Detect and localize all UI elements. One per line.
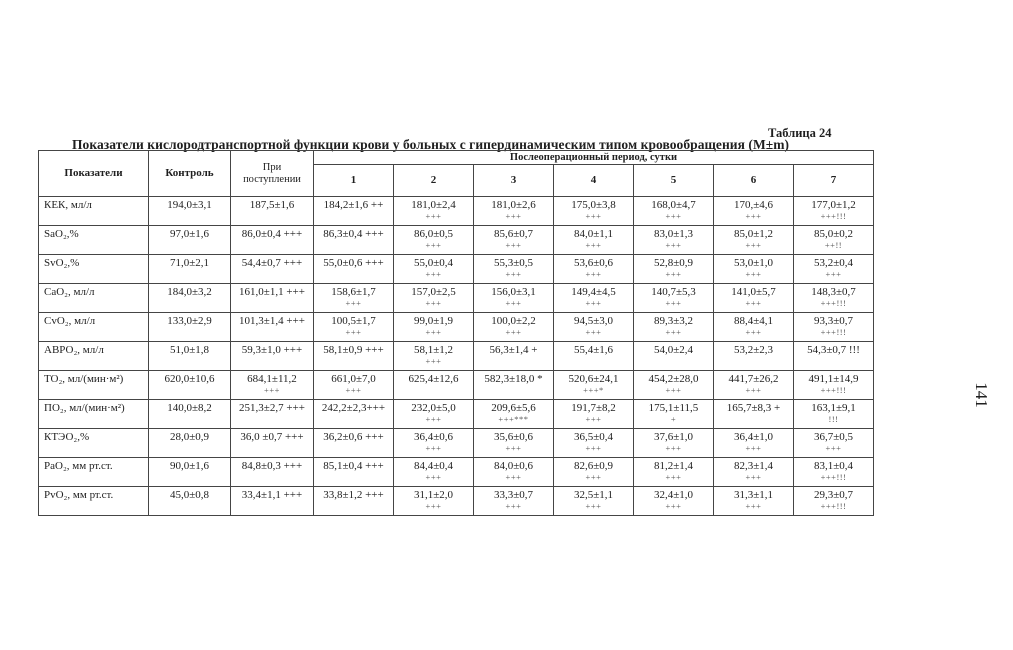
indicator-name: АВРО₂, мл/л — [39, 342, 149, 371]
table-cell — [554, 400, 634, 429]
table-cell — [231, 371, 314, 400]
table-cell — [149, 197, 231, 226]
table-cell — [714, 226, 794, 255]
table-cell — [314, 255, 394, 284]
cell-value: 161,0±1,1 +++ — [239, 286, 305, 298]
table-cell — [149, 400, 231, 429]
cell-significance: +++ — [345, 384, 362, 395]
header-day-3: 3 — [474, 165, 554, 197]
cell-value: 85,0±1,2 — [733, 228, 774, 240]
cell-significance: +++ — [745, 442, 762, 453]
cell-value: 84,8±0,3 +++ — [241, 460, 303, 472]
table-cell — [794, 284, 874, 313]
indicator-name: SvO₂,% — [39, 255, 149, 284]
header-day-7: 7 — [794, 165, 874, 197]
header-day-2: 2 — [394, 165, 474, 197]
cell-significance: +++*** — [498, 413, 529, 424]
cell-significance: +++!!! — [820, 471, 847, 482]
table-cell — [554, 342, 634, 371]
table-cell — [394, 400, 474, 429]
table-cell — [794, 197, 874, 226]
table-cell — [634, 400, 714, 429]
table-cell — [314, 284, 394, 313]
table-row — [39, 371, 874, 400]
table-cell — [794, 400, 874, 429]
cell-value: 441,7±26,2 — [728, 373, 779, 385]
cell-value: 59,3±1,0 +++ — [241, 344, 303, 356]
indicator-name: TO₂, мл/(мин·м²) — [39, 371, 149, 400]
cell-value: 684,1±11,2 — [247, 373, 297, 385]
table-cell — [794, 226, 874, 255]
cell-significance: +++!!! — [820, 500, 847, 511]
table-cell — [794, 255, 874, 284]
cell-significance: +++ — [505, 442, 522, 453]
cell-significance: +++ — [505, 239, 522, 250]
table-cell — [394, 429, 474, 458]
table-cell — [554, 197, 634, 226]
table-cell — [554, 226, 634, 255]
table-row — [39, 226, 874, 255]
cell-value: 242,2±2,3+++ — [321, 402, 386, 414]
cell-significance: +++ — [425, 268, 442, 279]
table-cell — [314, 487, 394, 516]
table-cell — [149, 458, 231, 487]
cell-value: 89,3±3,2 — [653, 315, 694, 327]
table-cell — [149, 284, 231, 313]
cell-significance: +++ — [745, 326, 762, 337]
cell-significance: +++ — [425, 297, 442, 308]
table-cell — [394, 255, 474, 284]
table-cell — [394, 342, 474, 371]
cell-value: 93,3±0,7 — [813, 315, 854, 327]
cell-value: 148,3±0,7 — [811, 286, 856, 298]
table-cell — [554, 429, 634, 458]
cell-value: 85,6±0,7 — [493, 228, 534, 240]
cell-value: 33,8±1,2 +++ — [323, 489, 384, 501]
cell-value: 520,6±24,1 — [568, 373, 619, 385]
cell-significance: + — [670, 413, 677, 424]
table-cell — [634, 487, 714, 516]
cell-value: 53,0±1,0 — [733, 257, 774, 269]
cell-significance: +++ — [665, 500, 682, 511]
cell-value: 37,6±1,0 — [653, 431, 694, 443]
table-cell — [474, 429, 554, 458]
cell-value: 83,0±1,3 — [653, 228, 694, 240]
cell-significance: +++!!! — [820, 210, 847, 221]
cell-significance: +++ — [505, 268, 522, 279]
indicator-name: КТЭО₂,% — [39, 429, 149, 458]
table-cell — [231, 226, 314, 255]
cell-value: 625,4±12,6 — [408, 373, 459, 385]
cell-significance: +++ — [745, 268, 762, 279]
cell-significance: +++ — [585, 413, 602, 424]
header-indicator: Показатели — [39, 151, 149, 197]
cell-value: 86,3±0,4 +++ — [323, 228, 384, 240]
table-cell — [714, 487, 794, 516]
table-cell — [794, 313, 874, 342]
cell-value: 181,0±2,4 — [411, 199, 456, 211]
cell-significance: +++ — [425, 442, 442, 453]
table-row — [39, 400, 874, 429]
cell-significance: +++ — [665, 297, 682, 308]
header-day-6: 6 — [714, 165, 794, 197]
cell-significance: +++ — [665, 239, 682, 250]
cell-value: 36,2±0,6 +++ — [323, 431, 384, 443]
table-cell — [231, 342, 314, 371]
table-row — [39, 255, 874, 284]
cell-value: 181,0±2,6 — [491, 199, 536, 211]
cell-value: 156,0±3,1 — [491, 286, 536, 298]
cell-significance: +++ — [745, 297, 762, 308]
cell-value: 491,1±14,9 — [808, 373, 859, 385]
table-cell — [634, 313, 714, 342]
table-cell — [231, 284, 314, 313]
cell-value: 454,2±28,0 — [648, 373, 699, 385]
cell-value: 55,3±0,5 — [493, 257, 534, 269]
cell-significance: +++ — [745, 500, 762, 511]
cell-value: 101,3±1,4 +++ — [239, 315, 305, 327]
table-cell — [314, 458, 394, 487]
header-day-1: 1 — [314, 165, 394, 197]
table-cell — [634, 255, 714, 284]
table-cell — [794, 371, 874, 400]
cell-value: 163,1±9,1 — [811, 402, 856, 414]
table-cell — [474, 487, 554, 516]
table-cell — [314, 226, 394, 255]
table-cell — [474, 371, 554, 400]
cell-significance: +++ — [585, 239, 602, 250]
cell-value: 86,0±0,5 — [413, 228, 454, 240]
cell-value: 85,1±0,4 +++ — [323, 460, 384, 472]
header-admission: При поступлении — [231, 151, 314, 197]
table-row — [39, 284, 874, 313]
cell-value: 187,5±1,6 — [249, 199, 295, 211]
cell-value: 55,4±1,6 — [573, 344, 614, 356]
cell-value: 53,2±0,4 — [813, 257, 854, 269]
table-cell — [314, 197, 394, 226]
cell-value: 56,3±1,4 + — [489, 344, 538, 356]
cell-value: 100,0±2,2 — [491, 315, 536, 327]
table-cell — [394, 487, 474, 516]
table-cell — [314, 400, 394, 429]
cell-value: 36,5±0,4 — [573, 431, 614, 443]
cell-significance: +++ — [585, 210, 602, 221]
cell-value: 32,5±1,1 — [573, 489, 614, 501]
table-row — [39, 458, 874, 487]
cell-value: 58,1±1,2 — [413, 344, 454, 356]
table-cell — [149, 429, 231, 458]
table-cell — [794, 342, 874, 371]
table-cell — [714, 371, 794, 400]
table-title: Показатели кислородтранспортной функции крови у больных с гипердинамическим типом кровообращения (M±m) — [72, 137, 790, 152]
table-cell — [231, 255, 314, 284]
cell-significance: +++ — [665, 471, 682, 482]
cell-significance: +++ — [264, 384, 280, 395]
table-cell — [714, 429, 794, 458]
header-postop-period: Послеоперационный период, сутки — [314, 151, 874, 165]
table-cell — [714, 342, 794, 371]
table-cell — [474, 226, 554, 255]
indicator-name: PaO₂, мм рт.ст. — [39, 458, 149, 487]
table-cell — [474, 313, 554, 342]
cell-significance: +++ — [585, 471, 602, 482]
cell-value: 165,7±8,3 + — [726, 402, 781, 414]
table-cell — [554, 487, 634, 516]
cell-value: 83,1±0,4 — [813, 460, 854, 472]
table-cell — [231, 458, 314, 487]
table-cell — [634, 226, 714, 255]
cell-value: 157,0±2,5 — [411, 286, 456, 298]
table-cell — [634, 429, 714, 458]
table-cell — [149, 371, 231, 400]
cell-significance: +++!!! — [820, 326, 847, 337]
table-body — [39, 197, 874, 516]
cell-significance: +++ — [745, 239, 762, 250]
table-cell — [714, 197, 794, 226]
table-cell — [394, 197, 474, 226]
indicator-name: КЕК, мл/л — [39, 197, 149, 226]
table-cell — [634, 371, 714, 400]
cell-value: 191,7±8,2 — [571, 402, 616, 414]
table-cell — [794, 487, 874, 516]
table-row — [39, 487, 874, 516]
cell-value: 168,0±4,7 — [651, 199, 696, 211]
cell-value: 84,0±0,6 — [493, 460, 534, 472]
cell-value: 90,0±1,6 — [169, 460, 210, 472]
table-cell — [634, 197, 714, 226]
table-cell — [474, 284, 554, 313]
cell-value: 251,3±2,7 +++ — [239, 402, 305, 414]
table-cell — [554, 255, 634, 284]
cell-value: 32,4±1,0 — [653, 489, 694, 501]
cell-significance: +++ — [425, 326, 442, 337]
table-cell — [554, 313, 634, 342]
cell-significance: +++ — [425, 500, 442, 511]
cell-value: 140,0±8,2 — [167, 402, 212, 414]
cell-value: 158,6±1,7 — [331, 286, 376, 298]
cell-significance: +++ — [665, 268, 682, 279]
cell-significance: +++ — [665, 384, 682, 395]
cell-significance: +++ — [585, 500, 602, 511]
cell-value: 97,0±1,6 — [169, 228, 210, 240]
cell-value: 582,3±18,0 * — [484, 373, 543, 385]
cell-significance: +++ — [745, 210, 762, 221]
table-row — [39, 197, 874, 226]
cell-significance: +++ — [425, 239, 442, 250]
cell-value: 232,0±5,0 — [411, 402, 456, 414]
cell-significance: +++ — [745, 471, 762, 482]
header-control: Контроль — [149, 151, 231, 197]
cell-value: 82,6±0,9 — [573, 460, 614, 472]
cell-value: 88,4±4,1 — [733, 315, 774, 327]
table-cell — [394, 284, 474, 313]
cell-significance: +++ — [665, 442, 682, 453]
cell-value: 209,6±5,6 — [491, 402, 536, 414]
table-cell — [314, 313, 394, 342]
cell-value: 58,1±0,9 +++ — [323, 344, 384, 356]
table-cell — [794, 458, 874, 487]
cell-value: 36,4±1,0 — [733, 431, 774, 443]
table-cell — [474, 458, 554, 487]
cell-significance: +++ — [585, 442, 602, 453]
cell-significance: +++ — [665, 326, 682, 337]
cell-value: 55,0±0,6 +++ — [323, 257, 384, 269]
table-cell — [714, 400, 794, 429]
indicator-name: PvO₂, мм рт.ст. — [39, 487, 149, 516]
table-cell — [394, 226, 474, 255]
header-day-4: 4 — [554, 165, 634, 197]
cell-significance: +++!!! — [820, 384, 847, 395]
table-cell — [394, 313, 474, 342]
oxygen-transport-table — [38, 150, 874, 516]
table-cell — [314, 429, 394, 458]
cell-value: 184,0±3,2 — [167, 286, 212, 298]
cell-value: 82,3±1,4 — [733, 460, 774, 472]
cell-value: 53,2±2,3 — [733, 344, 774, 356]
table-cell — [794, 429, 874, 458]
cell-value: 661,0±7,0 — [331, 373, 376, 385]
cell-significance: +++ — [345, 297, 362, 308]
cell-value: 141,0±5,7 — [731, 286, 776, 298]
cell-significance: +++ — [585, 326, 602, 337]
cell-value: 54,4±0,7 +++ — [241, 257, 303, 269]
table-cell — [714, 255, 794, 284]
table-cell — [149, 487, 231, 516]
cell-value: 194,0±3,1 — [167, 199, 212, 211]
table-cell — [474, 400, 554, 429]
cell-significance: +++ — [825, 442, 842, 453]
cell-significance: +++ — [505, 297, 522, 308]
table-cell — [474, 342, 554, 371]
table-row — [39, 429, 874, 458]
cell-value: 71,0±2,1 — [169, 257, 210, 269]
cell-value: 54,0±2,4 — [653, 344, 694, 356]
cell-significance: +++ — [505, 326, 522, 337]
cell-significance: +++ — [505, 471, 522, 482]
cell-value: 33,4±1,1 +++ — [241, 489, 303, 501]
cell-value: 35,6±0,6 — [493, 431, 534, 443]
table-cell — [231, 313, 314, 342]
cell-significance: +++* — [583, 384, 604, 395]
cell-value: 86,0±0,4 +++ — [241, 228, 303, 240]
cell-significance: +++ — [585, 297, 602, 308]
cell-value: 177,0±1,2 — [811, 199, 856, 211]
table-cell — [231, 487, 314, 516]
table-cell — [634, 342, 714, 371]
cell-value: 170,±4,6 — [733, 199, 774, 211]
cell-significance: !!! — [828, 413, 839, 424]
table-label: Таблица 24 — [768, 126, 832, 140]
table-cell — [231, 429, 314, 458]
table-cell — [149, 226, 231, 255]
table-cell — [314, 342, 394, 371]
table-cell — [554, 371, 634, 400]
cell-significance: +++ — [425, 413, 442, 424]
cell-value: 100,5±1,7 — [331, 315, 376, 327]
cell-value: 51,0±1,8 — [169, 344, 210, 356]
cell-value: 99,0±1,9 — [413, 315, 454, 327]
cell-value: 133,0±2,9 — [167, 315, 212, 327]
cell-value: 81,2±1,4 — [653, 460, 694, 472]
table-cell — [714, 284, 794, 313]
page-number: 141 — [971, 382, 991, 408]
table-cell — [634, 458, 714, 487]
cell-value: 52,8±0,9 — [653, 257, 694, 269]
cell-value: 85,0±0,2 — [813, 228, 854, 240]
cell-value: 31,3±1,1 — [733, 489, 774, 501]
cell-significance: ++!! — [824, 239, 843, 250]
cell-significance: +++ — [425, 355, 442, 366]
cell-value: 175,1±11,5 — [648, 402, 699, 414]
indicator-name: SaO₂,% — [39, 226, 149, 255]
cell-value: 94,5±3,0 — [573, 315, 614, 327]
table-cell — [554, 284, 634, 313]
table-cell — [394, 458, 474, 487]
table-row — [39, 342, 874, 371]
cell-value: 36,7±0,5 — [813, 431, 854, 443]
cell-value: 175,0±3,8 — [571, 199, 616, 211]
table-cell — [714, 458, 794, 487]
table-cell — [149, 342, 231, 371]
cell-value: 84,0±1,1 — [573, 228, 614, 240]
cell-value: 55,0±0,4 — [413, 257, 454, 269]
cell-value: 620,0±10,6 — [164, 373, 215, 385]
cell-significance: +++ — [345, 326, 362, 337]
cell-significance: +++ — [505, 500, 522, 511]
table-row — [39, 313, 874, 342]
cell-value: 31,1±2,0 — [413, 489, 454, 501]
table-cell — [634, 284, 714, 313]
table-cell — [714, 313, 794, 342]
cell-value: 149,4±4,5 — [571, 286, 616, 298]
cell-significance: +++ — [505, 210, 522, 221]
cell-significance: +++ — [425, 210, 442, 221]
cell-value: 28,0±0,9 — [169, 431, 210, 443]
cell-significance: +++ — [585, 268, 602, 279]
cell-value: 33,3±0,7 — [493, 489, 534, 501]
cell-significance: +++!!! — [820, 297, 847, 308]
table-cell — [231, 197, 314, 226]
table-cell — [474, 255, 554, 284]
table-cell — [394, 371, 474, 400]
cell-significance: +++ — [745, 384, 762, 395]
cell-significance: +++ — [425, 471, 442, 482]
indicator-name: CvO₂, мл/л — [39, 313, 149, 342]
cell-value: 29,3±0,7 — [813, 489, 854, 501]
indicator-name: CaO₂, мл/л — [39, 284, 149, 313]
cell-value: 140,7±5,3 — [651, 286, 696, 298]
cell-value: 45,0±0,8 — [169, 489, 210, 501]
header-day-5: 5 — [634, 165, 714, 197]
indicator-name: ПО₂, мл/(мин·м²) — [39, 400, 149, 429]
table-cell — [149, 255, 231, 284]
cell-value: 36,4±0,6 — [413, 431, 454, 443]
cell-value: 54,3±0,7 !!! — [807, 344, 860, 356]
cell-value: 53,6±0,6 — [573, 257, 614, 269]
cell-significance: +++ — [665, 210, 682, 221]
table-cell — [314, 371, 394, 400]
table-cell — [231, 400, 314, 429]
table-cell — [554, 458, 634, 487]
cell-value: 36,0 ±0,7 +++ — [240, 431, 304, 443]
cell-value: 84,4±0,4 — [413, 460, 454, 472]
cell-value: 184,2±1,6 ++ — [323, 199, 384, 211]
cell-significance: +++ — [825, 268, 842, 279]
table-cell — [474, 197, 554, 226]
table-cell — [149, 313, 231, 342]
